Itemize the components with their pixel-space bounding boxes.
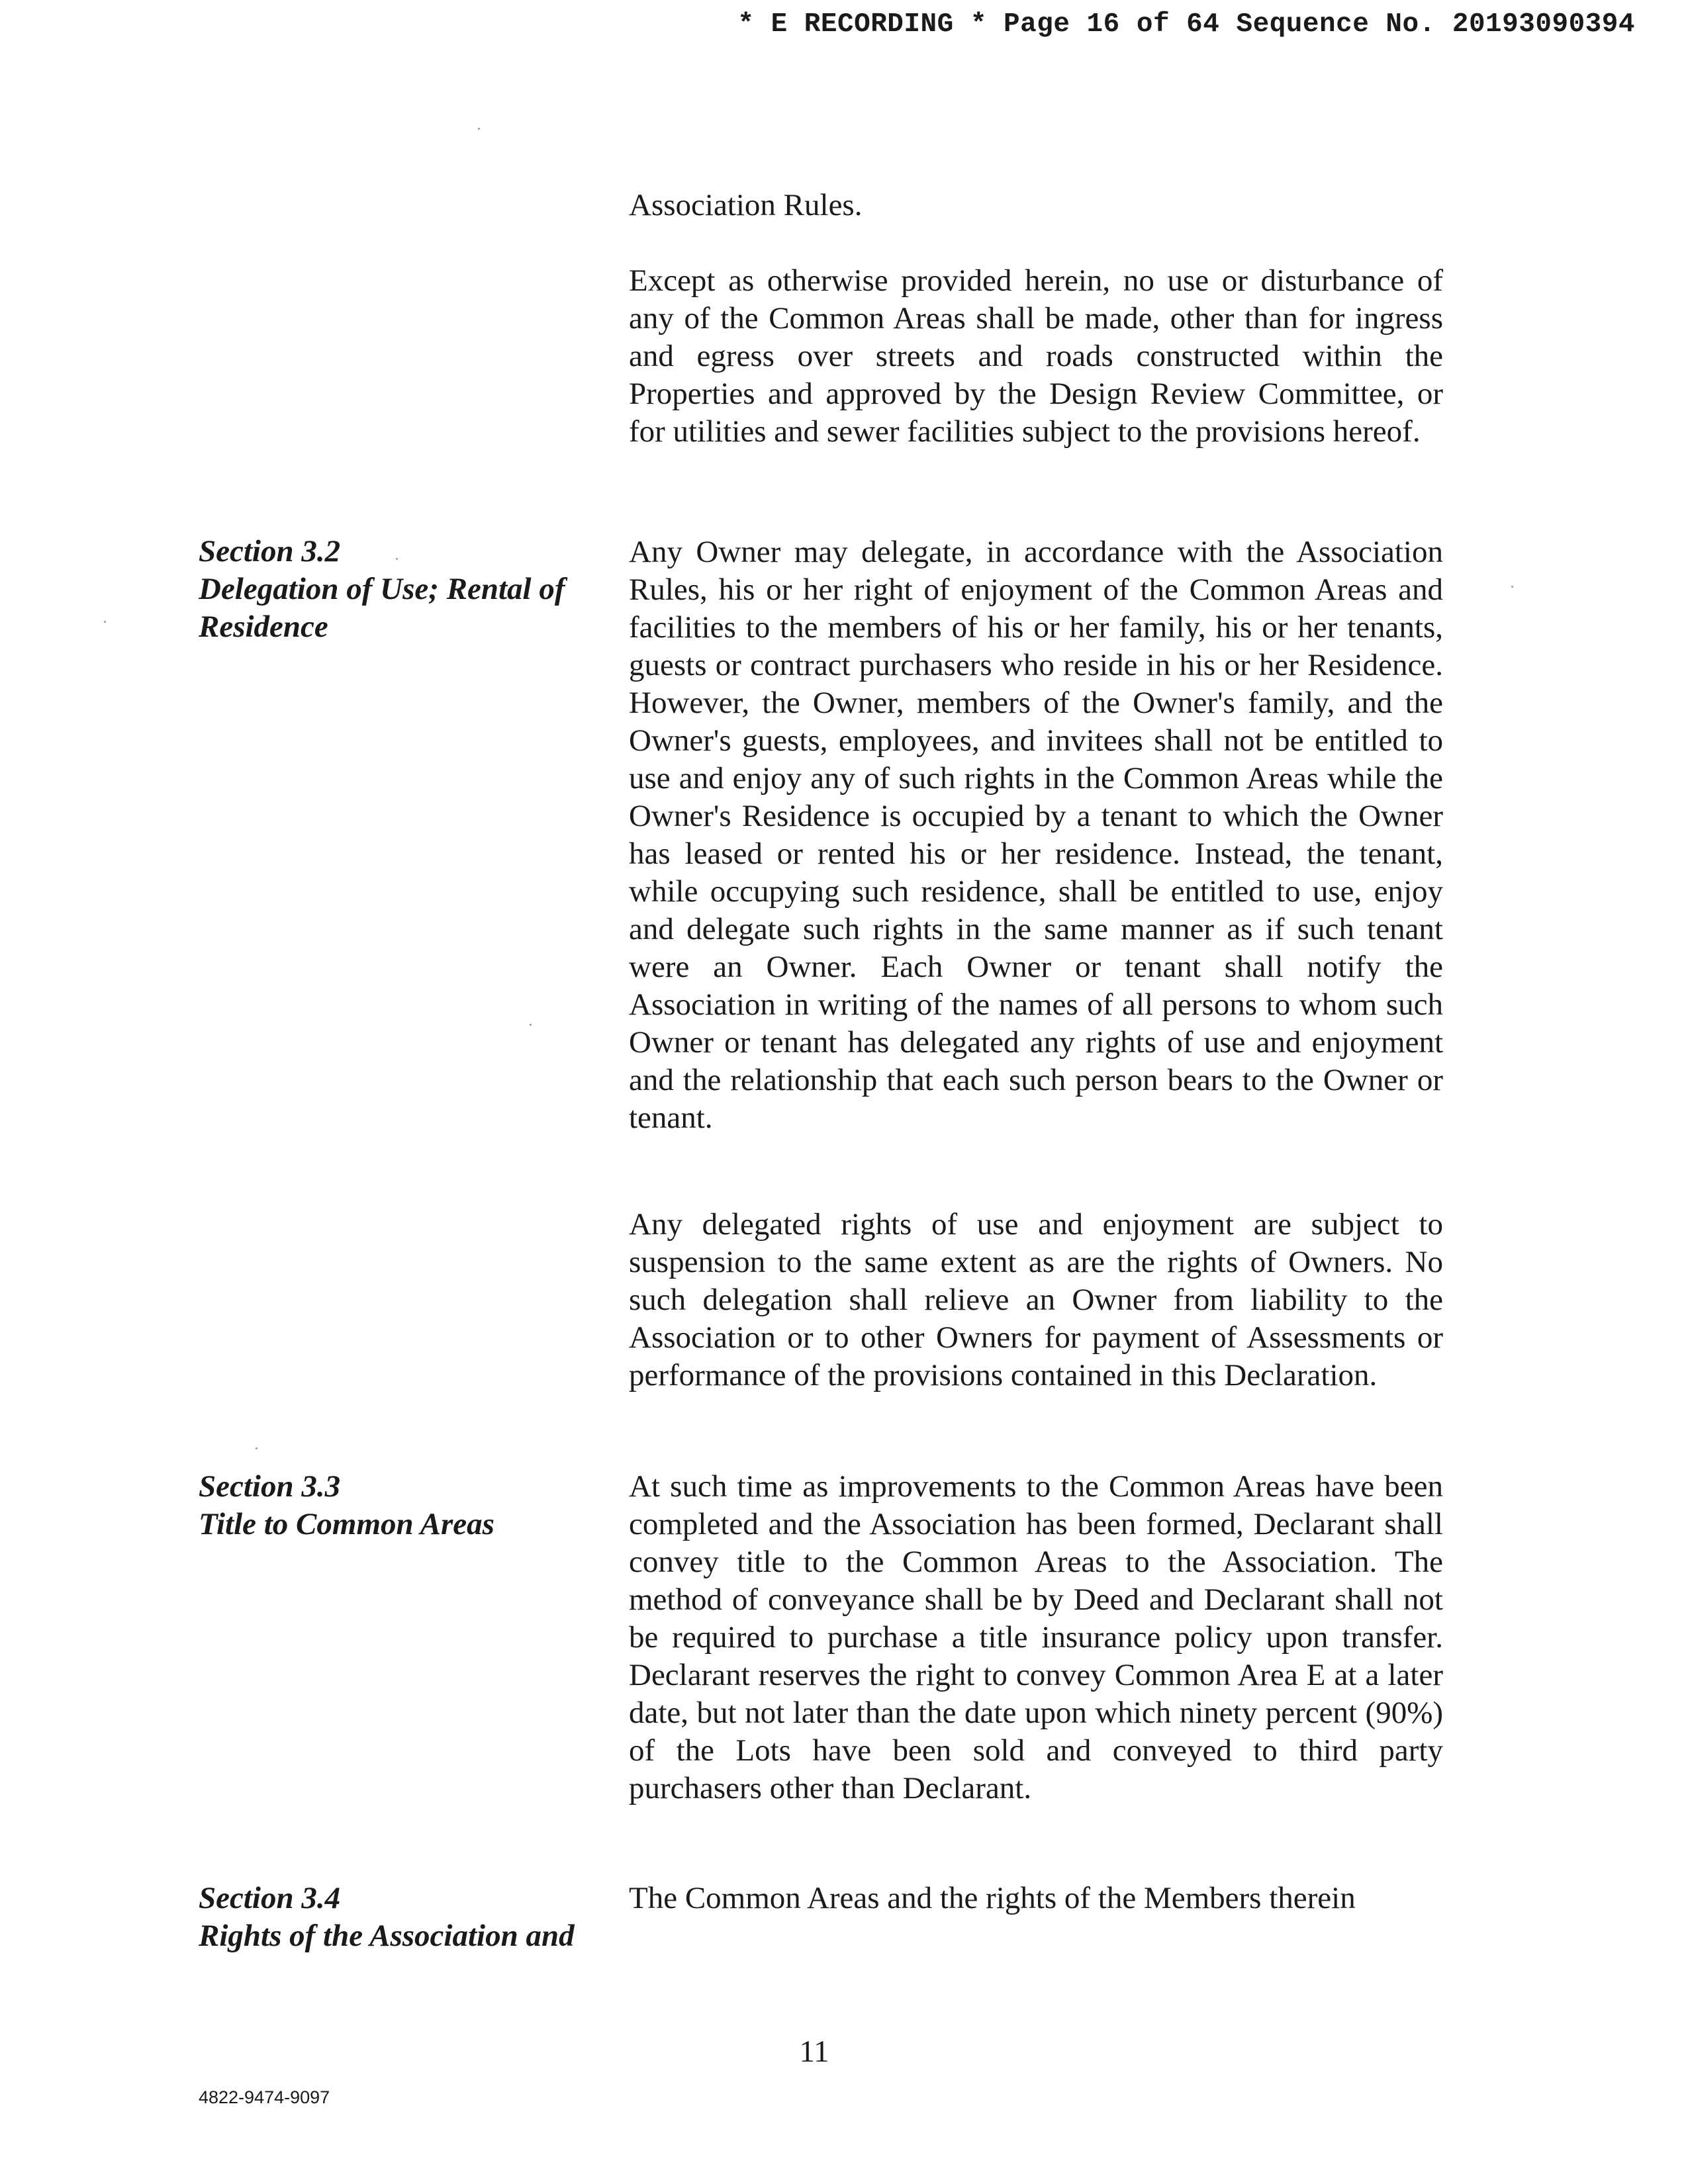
paragraph-section-3-3-title: At such time as improvements to the Common Areas have been completed and the Association has been formed, Declarant shall convey title to the Common Areas to the Association. The method of conveyance shall be by Deed and Declarant shall not be required to purchase a title insurance policy upon transfer. Declarant reserves the right to convey Common Area E at a later date, but not later than the date upon which ninety percent (90%) of the Lots have been sold and conveyed to third party purchasers other than Declarant. xyxy=(629,1469,1443,1805)
section-title: Rights of the Association and xyxy=(199,1919,575,1953)
scan-speck xyxy=(104,621,106,623)
section-number: Section 3.2 xyxy=(199,534,341,569)
section-3-3-heading xyxy=(199,1468,622,1543)
recording-stamp: * E RECORDING * Page 16 of 64 Sequence No. 20193090394 xyxy=(737,9,1635,40)
section-number: Section 3.3 xyxy=(199,1469,341,1504)
document-id: 4822-9474-9097 xyxy=(199,2087,330,2107)
paragraph-common-areas-use: Except as otherwise provided herein, no use or disturbance of any of the Common Areas shall be made, other than for ingress and egress over streets and roads constructed within the Properties and approved by the Design Review Committee, or for utilities and sewer facilities subject to the provisions hereof. xyxy=(629,263,1443,449)
page-number: 11 xyxy=(799,2034,829,2069)
paragraph-section-3-4-rights: The Common Areas and the rights of the Members therein xyxy=(629,1881,1356,1915)
paragraph-section-3-2-delegation: Any Owner may delegate, in accordance with the Association Rules, his or her right of enjoyment of the Common Areas and facilities to the members of his or her family, his or her tenants, guests or contract purchasers who reside in his or her Residence. However, the Owner, members of the Owner's family, and the Owner's guests, employees, and invitees shall not be entitled to use and enjoy any of such rights in the Common Areas while the Owner's Residence is occupied by a tenant to which the Owner has leased or rented his or her residence. Instead, the tenant, while occupying such residence, shall be entitled to use, enjoy and delegate such rights in the same manner as if such tenant were an Owner. Each Owner or tenant shall notify the Association in writing of the names of all persons to whom such Owner or tenant has delegated any rights of use and enjoyment and the relationship that each such person bears to the Owner or tenant. xyxy=(629,535,1443,1135)
scan-speck xyxy=(478,128,480,130)
scan-speck xyxy=(1511,586,1513,588)
section-title: Delegation of Use; Rental of xyxy=(199,572,565,606)
section-3-2-heading xyxy=(199,533,622,646)
section-title: Residence xyxy=(199,610,328,644)
scan-speck xyxy=(256,1447,258,1449)
section-3-4-heading xyxy=(199,1880,622,1955)
scan-speck xyxy=(530,1024,532,1026)
section-title: Title to Common Areas xyxy=(199,1507,494,1541)
scan-speck xyxy=(396,558,398,560)
paragraph-association-rules: Association Rules. xyxy=(629,188,863,222)
paragraph-section-3-2-suspension: Any delegated rights of use and enjoyment are subject to suspension to the same extent as are the rights of Owners. No such delegation shall relieve an Owner from liability to the Association or to other Owners for payment of Assessments or performance of the provisions contained in this Declaration. xyxy=(629,1207,1443,1392)
section-number: Section 3.4 xyxy=(199,1881,341,1915)
